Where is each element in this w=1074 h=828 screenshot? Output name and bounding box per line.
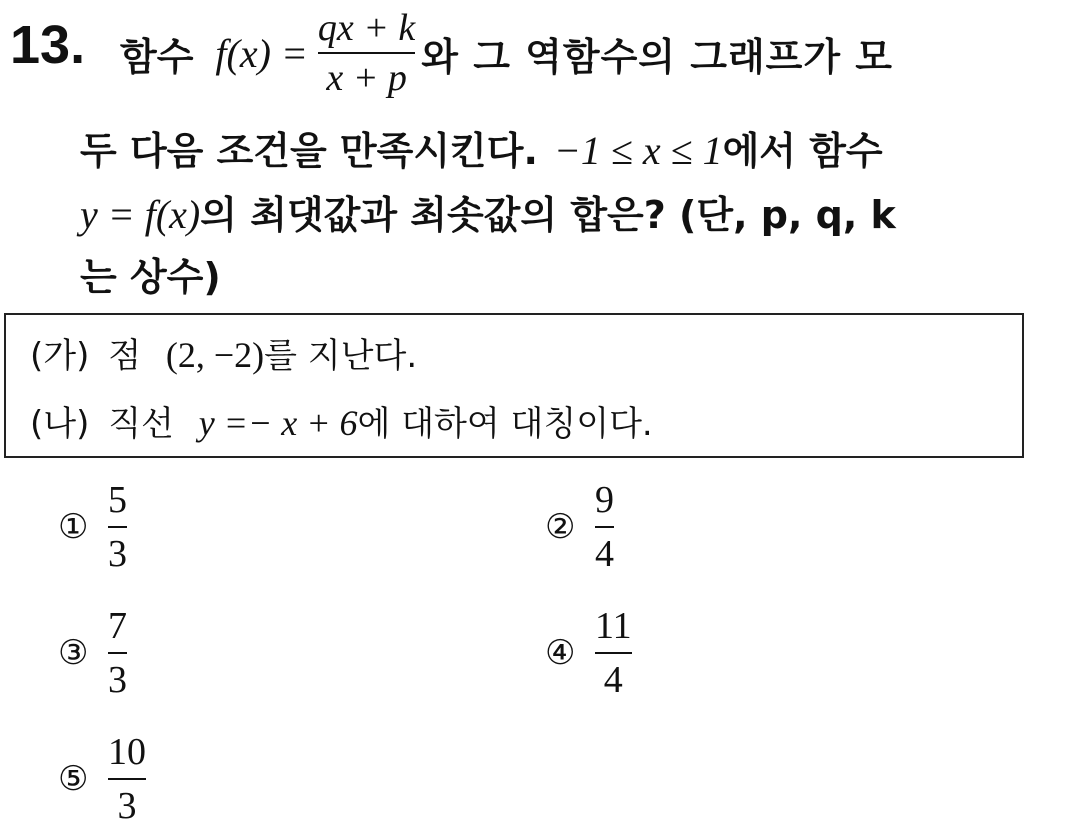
choice-5[interactable]	[58, 730, 146, 828]
question-line-2	[80, 120, 883, 175]
domain-range: −1 ≤ x ≤ 1	[553, 128, 723, 173]
choice-fraction	[108, 478, 127, 576]
choice-2[interactable]	[545, 478, 614, 576]
question-text: 함수	[120, 34, 194, 79]
fraction-bar	[595, 526, 614, 528]
fraction-bar	[318, 52, 415, 54]
choice-denominator: 4	[595, 533, 614, 575]
condition-math: (2, −2)	[165, 335, 265, 375]
choice-numerator: 10	[108, 731, 146, 773]
question-line-1	[120, 6, 893, 100]
condition-text: 직선	[108, 404, 174, 444]
question-line-4: 는 상수)	[80, 255, 221, 299]
condition-math: y =− x + 6	[198, 403, 358, 443]
question-text: 의 최댓값과 최솟값의 합은? (단, p, q, k	[200, 193, 896, 237]
choice-denominator: 3	[108, 533, 127, 575]
choice-marker: ②	[545, 507, 576, 547]
choice-denominator: 3	[108, 659, 127, 701]
choice-fraction	[595, 478, 614, 576]
fraction-bar	[595, 652, 632, 654]
fraction-bar	[108, 778, 146, 780]
fraction-bar	[108, 652, 127, 654]
condition-label: (나)	[30, 404, 90, 444]
fraction-numerator: qx + k	[317, 7, 416, 49]
choice-denominator: 3	[117, 785, 137, 827]
choice-4[interactable]	[545, 604, 632, 702]
choice-3[interactable]	[58, 604, 127, 702]
choice-marker: ①	[58, 507, 89, 547]
choice-1[interactable]	[58, 478, 127, 576]
condition-label: (가)	[30, 336, 90, 376]
fraction-bar	[108, 526, 127, 528]
choice-marker: ④	[545, 633, 576, 673]
choice-fraction	[108, 730, 146, 828]
choice-denominator: 4	[603, 659, 623, 701]
choice-numerator: 5	[108, 479, 127, 521]
question-number: 13.	[10, 15, 86, 75]
question-line-3	[80, 184, 896, 239]
question-text: 두 다음 조건을 만족시킨다.	[80, 129, 538, 173]
condition-ga	[30, 328, 417, 377]
function-label: f(x) =	[215, 30, 308, 76]
condition-text: 점	[108, 336, 142, 376]
choice-marker: ③	[58, 633, 89, 673]
condition-na	[30, 396, 653, 445]
question-text: 에서 함수	[722, 129, 883, 173]
choice-fraction	[595, 604, 632, 702]
condition-text: 에 대하여 대칭이다.	[357, 404, 653, 444]
function-expression: y = f(x)	[80, 192, 201, 237]
function-fraction	[318, 6, 415, 100]
choice-numerator: 7	[108, 605, 127, 647]
condition-text: 를 지난다.	[264, 336, 418, 376]
question-text: 와 그 역함수의 그래프가 모	[421, 34, 894, 79]
choice-numerator: 9	[595, 479, 614, 521]
choice-marker: ⑤	[58, 759, 89, 799]
choice-numerator: 11	[595, 605, 632, 647]
choice-fraction	[108, 604, 127, 702]
fraction-denominator: x + p	[326, 57, 407, 99]
